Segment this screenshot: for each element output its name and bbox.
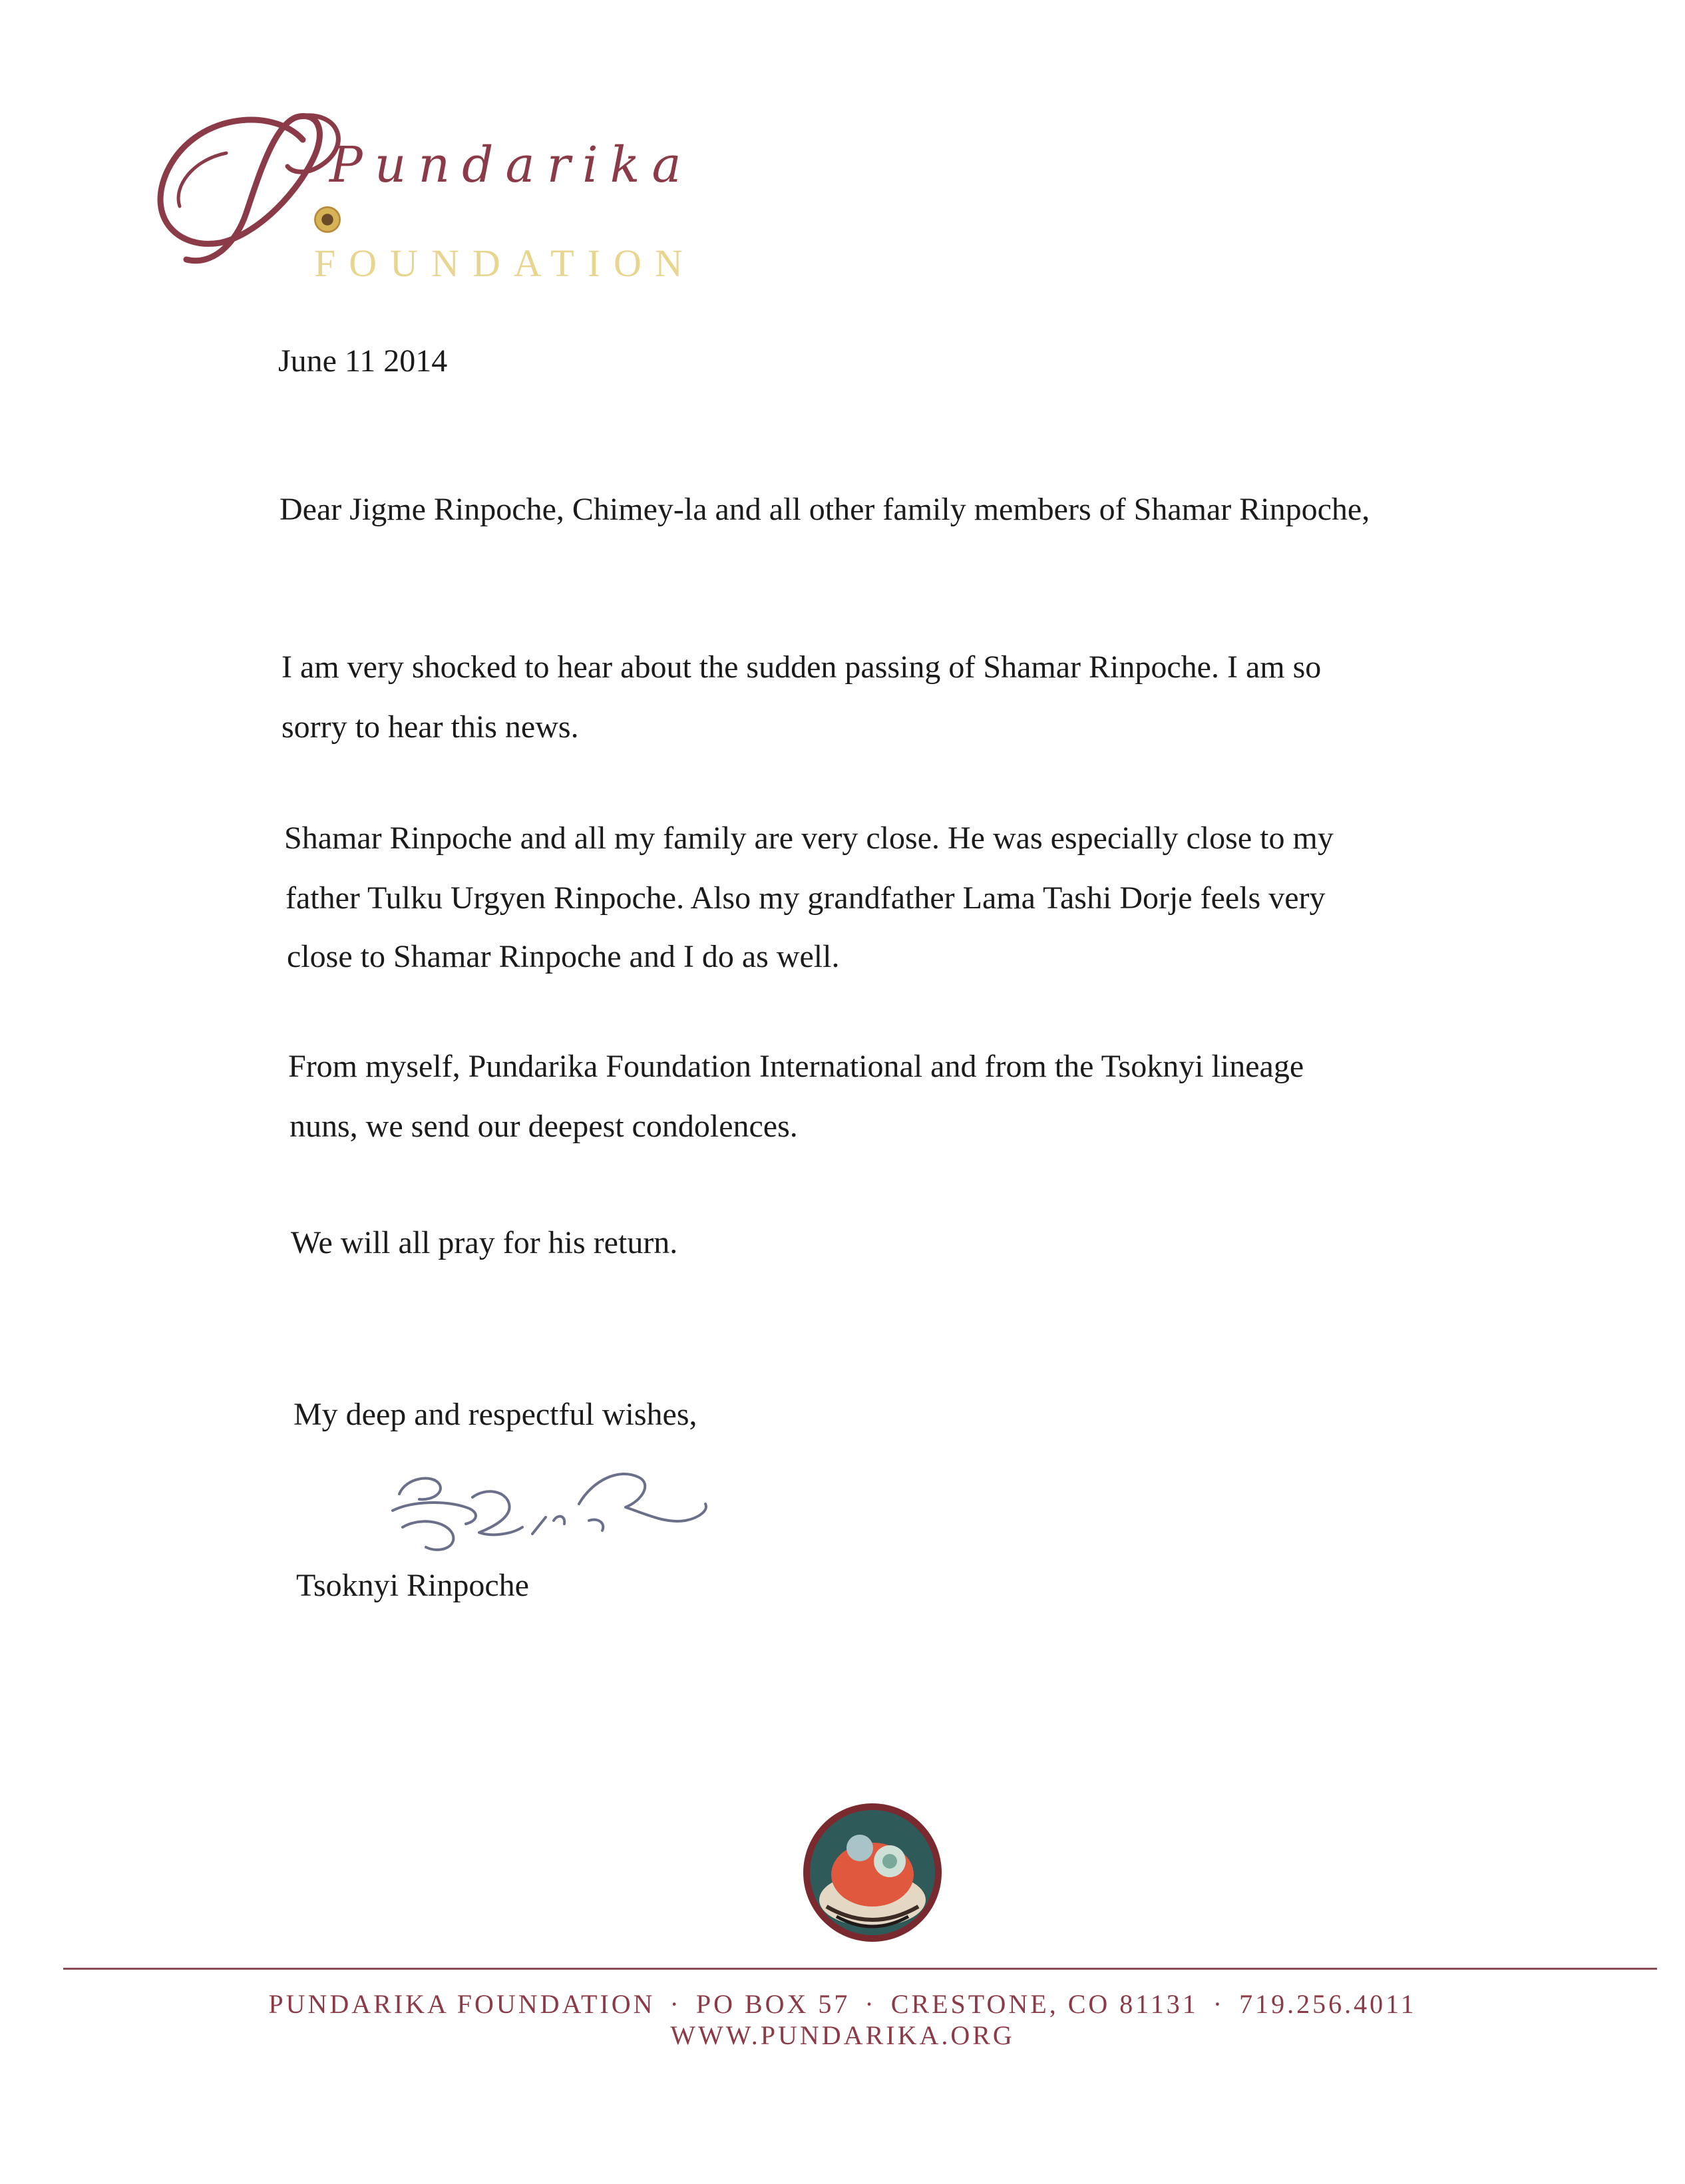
footer-org: PUNDARIKA FOUNDATION	[268, 1989, 655, 2019]
foundation-seal-emblem	[800, 1800, 945, 1945]
footer-separator: ·	[669, 1989, 681, 2019]
pundarika-logo	[140, 100, 696, 285]
footer-phone: 719.256.4011	[1239, 1989, 1417, 2019]
paragraph-2-line-3: close to Shamar Rinpoche and I do as well.	[287, 939, 840, 974]
footer-po-box: PO BOX 57	[695, 1989, 850, 2019]
paragraph-1-line-2: sorry to hear this news.	[281, 709, 579, 745]
footer-website[interactable]: WWW.PUNDARIKA.ORG	[670, 2020, 1015, 2050]
handwritten-signature	[379, 1454, 725, 1580]
letter-salutation: Dear Jigme Rinpoche, Chimey-la and all other family members of Shamar Rinpoche,	[280, 492, 1370, 527]
paragraph-2-line-2: father Tulku Urgyen Rinpoche. Also my grandfather Lama Tashi Dorje feels very	[285, 880, 1326, 916]
logo-wordmark: Pundarika	[329, 136, 693, 194]
footer-city: CRESTONE, CO 81131	[890, 1989, 1199, 2019]
logo-subword: FOUNDATION	[314, 242, 696, 285]
paragraph-3-line-2: nuns, we send our deepest condolences.	[289, 1109, 798, 1144]
paragraph-4: We will all pray for his return.	[291, 1225, 678, 1260]
paragraph-2-line-1: Shamar Rinpoche and all my family are very close. He was especially close to my	[284, 820, 1334, 856]
letter-closing: My deep and respectful wishes,	[293, 1397, 697, 1432]
footer-address	[0, 1988, 1685, 2020]
signer-name: Tsoknyi Rinpoche	[296, 1568, 529, 1603]
footer-separator: ·	[864, 1989, 876, 2019]
paragraph-1-line-1: I am very shocked to hear about the sudden passing of Shamar Rinpoche. I am so	[281, 649, 1322, 685]
logo-dharma-wheel-icon	[314, 206, 341, 233]
footer-separator: ·	[1213, 1989, 1225, 2019]
logo-foundation-text	[314, 196, 696, 285]
letter-date: June 11 2014	[278, 343, 448, 379]
footer-divider	[63, 1968, 1657, 1970]
paragraph-3-line-1: From myself, Pundarika Foundation International and from the Tsoknyi lineage	[288, 1049, 1304, 1084]
